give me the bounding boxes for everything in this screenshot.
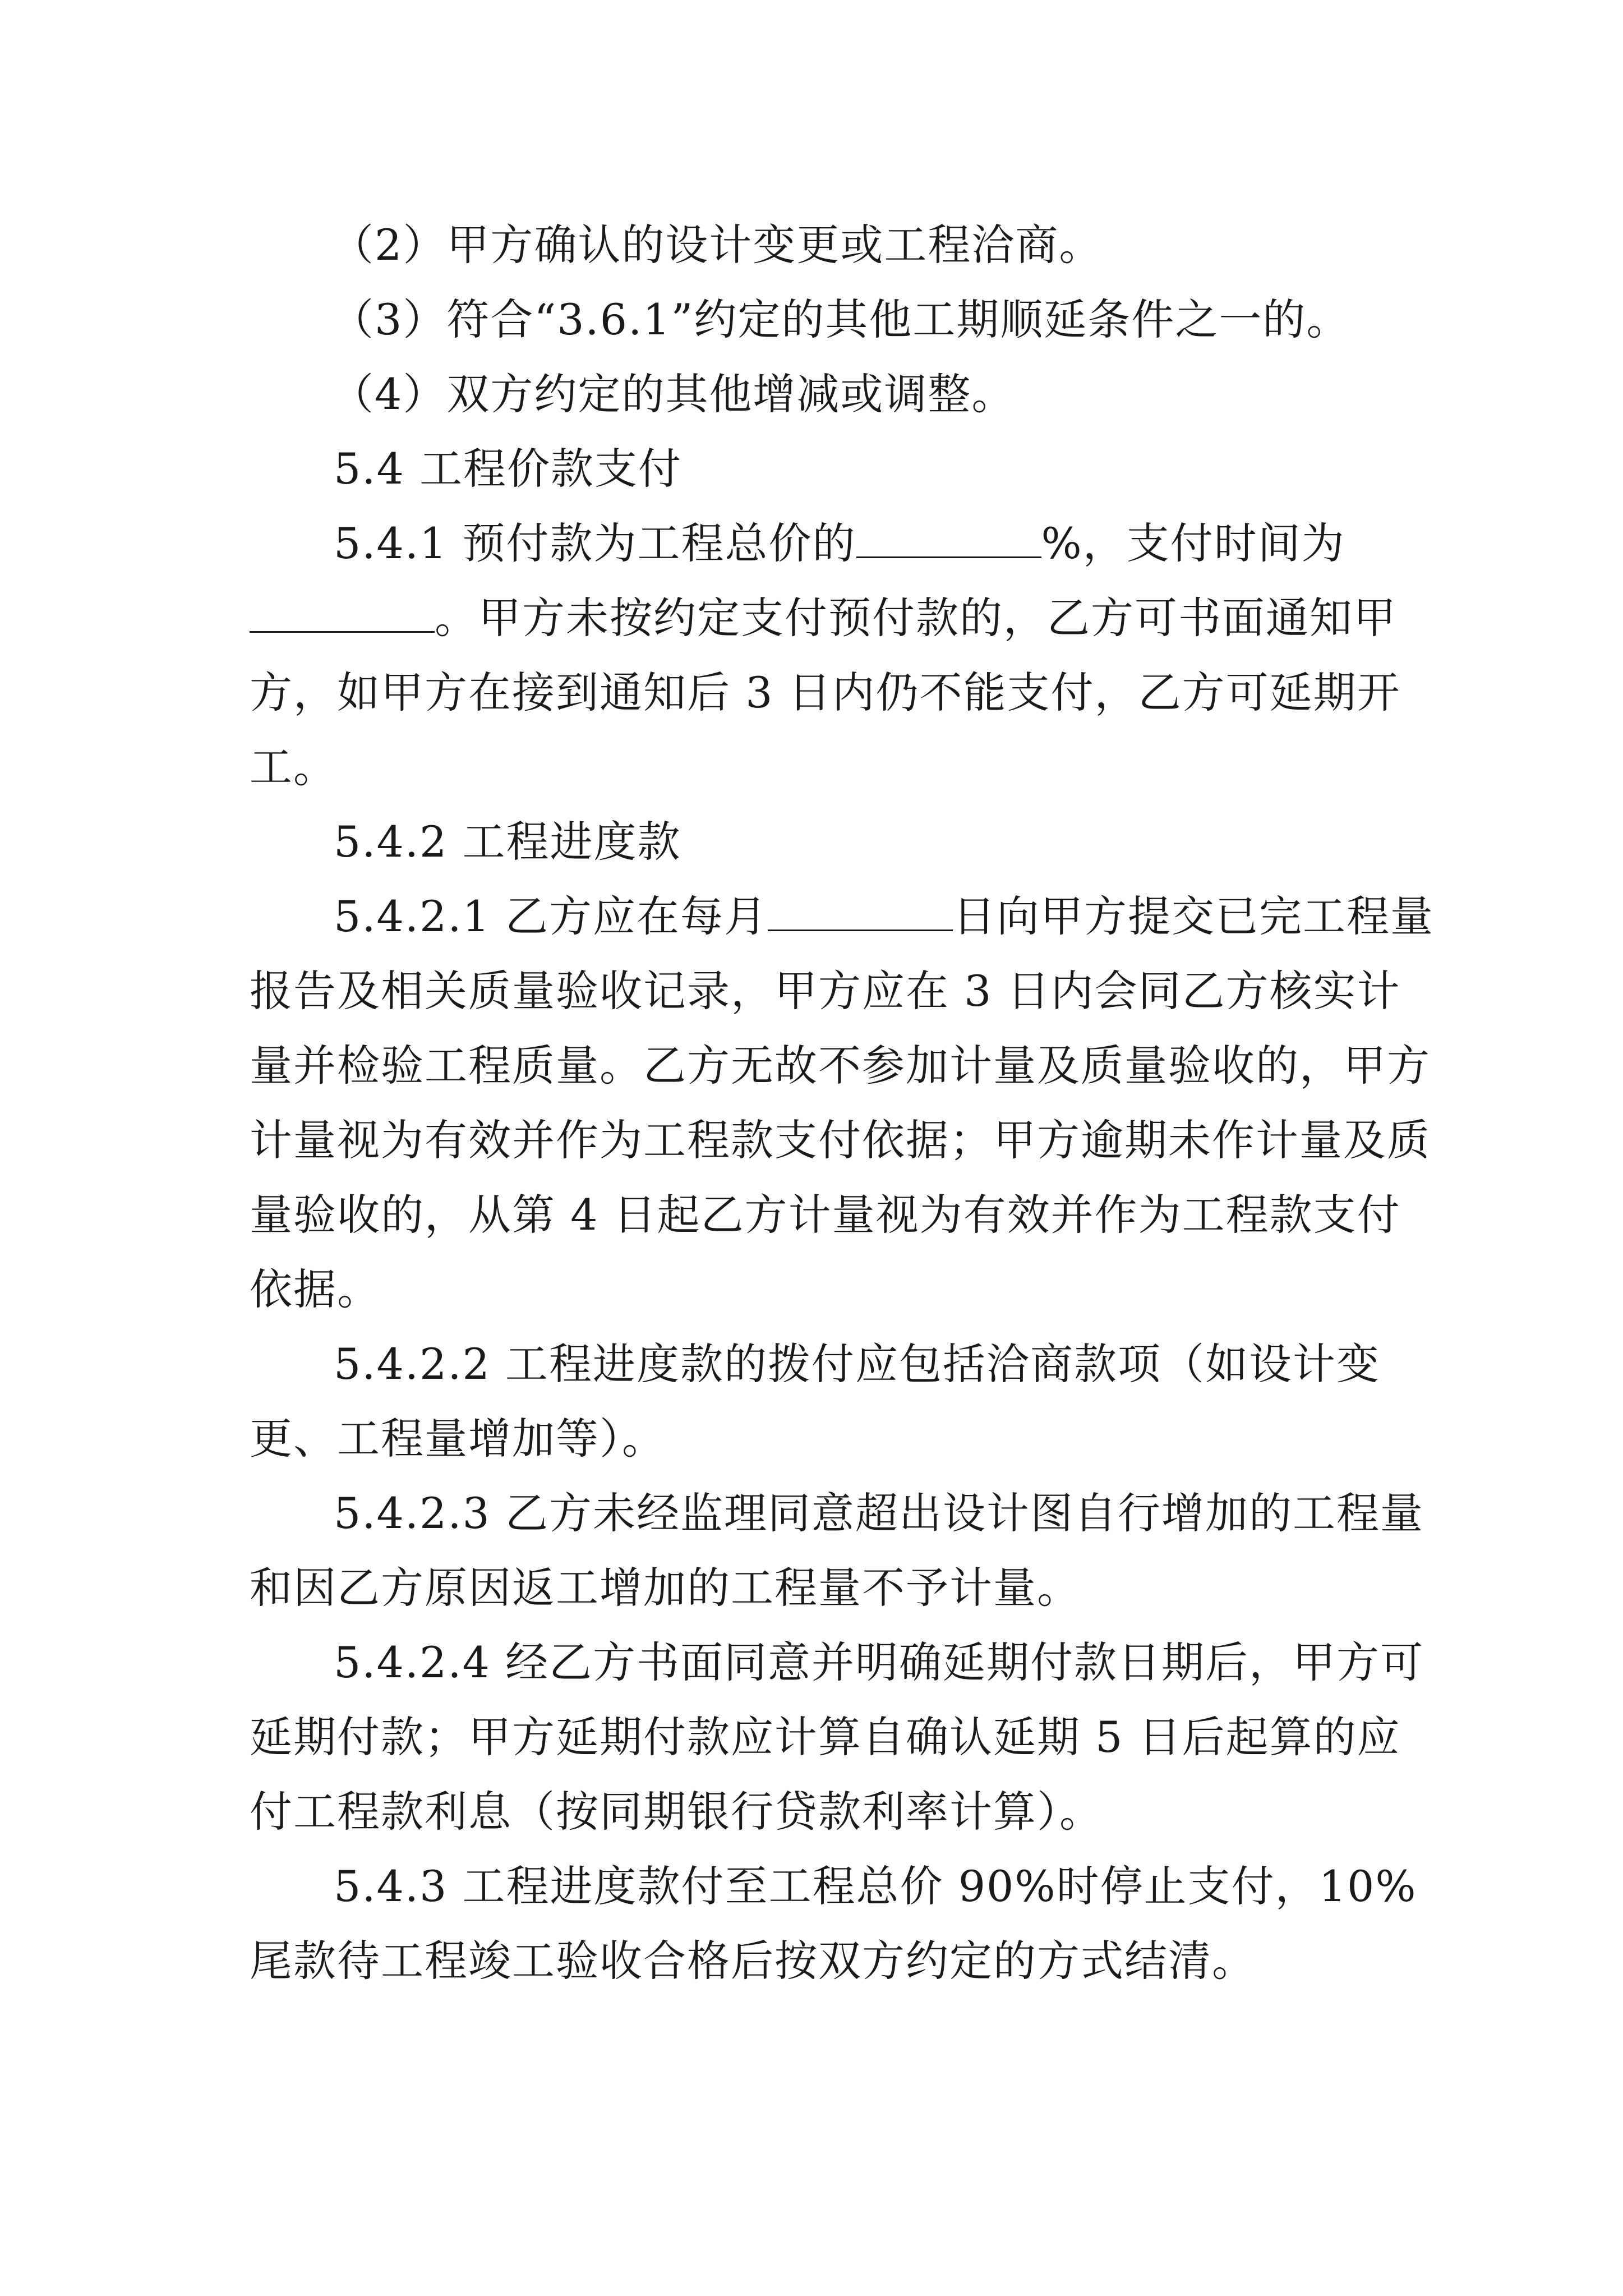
clause-5-4-2-3: 5.4.2.3 乙方未经监理同意超出设计图自行增加的工程量和因乙方原因返工增加的工程量不予计量。 xyxy=(250,1488,1424,1613)
clause-5-4-2-1-text-a: 5.4.2.1 乙方应在每月 xyxy=(334,891,768,941)
clause-5-4-2-1-text-b: 日向甲方提交已完工程量报告及相关质量验收记录，甲方应在 3 日内会同乙方核实计量并检验工程质量。乙方无故不参加计量及质量验收的，甲方计量视为有效并作为工程款支付依据；甲方逾期未作计量及质量验收的，从第 4 日起乙方计量视为有效并作为工程款支付依据。 xyxy=(250,891,1435,1314)
clause-5-4-1 xyxy=(250,506,1438,804)
clause-5-4-1-text-a: 5.4.1 预付款为工程总价的 xyxy=(334,518,856,568)
section-heading-5-4: 5.4 工程价款支付 xyxy=(334,444,683,494)
fill-blank-payment-time[interactable] xyxy=(250,596,435,633)
clause-5-4-1-text-c: 。甲方未按约定支付预付款的，乙方可书面通知甲方，如甲方在接到通知后 3 日内仍不能支付，乙方可延期开工。 xyxy=(250,593,1401,792)
clause-item-2: （2）甲方确认的设计变更或工程洽商。 xyxy=(331,220,1103,270)
section-heading-5-4-2: 5.4.2 工程进度款 xyxy=(334,817,681,867)
clause-5-4-1-text-b: %，支付时间为 xyxy=(1041,518,1345,568)
clause-5-4-3: 5.4.3 工程进度款付至工程总价 90%时停止支付，10%尾款待工程竣工验收合格后按双方约定的方式结清。 xyxy=(250,1861,1417,1986)
document-body xyxy=(250,208,1438,1998)
clause-5-4-2-4: 5.4.2.4 经乙方书面同意并明确延期付款日期后，甲方可延期付款；甲方延期付款应计算自确认延期 5 日后起算的应付工程款利息（按同期银行贷款利率计算）。 xyxy=(250,1637,1424,1837)
clause-5-4-2-2: 5.4.2.2 工程进度款的拨付应包括洽商款项（如设计变更、工程量增加等）。 xyxy=(250,1339,1381,1464)
fill-blank-prepayment-percent[interactable] xyxy=(856,522,1041,558)
clause-5-4-2-1 xyxy=(250,879,1438,1327)
clause-item-4: （4）双方约定的其他增减或调整。 xyxy=(331,369,1016,419)
clause-item-3: （3）符合“3.6.1”约定的其他工期顺延条件之一的。 xyxy=(331,295,1350,344)
fill-blank-monthly-day[interactable] xyxy=(768,895,953,931)
